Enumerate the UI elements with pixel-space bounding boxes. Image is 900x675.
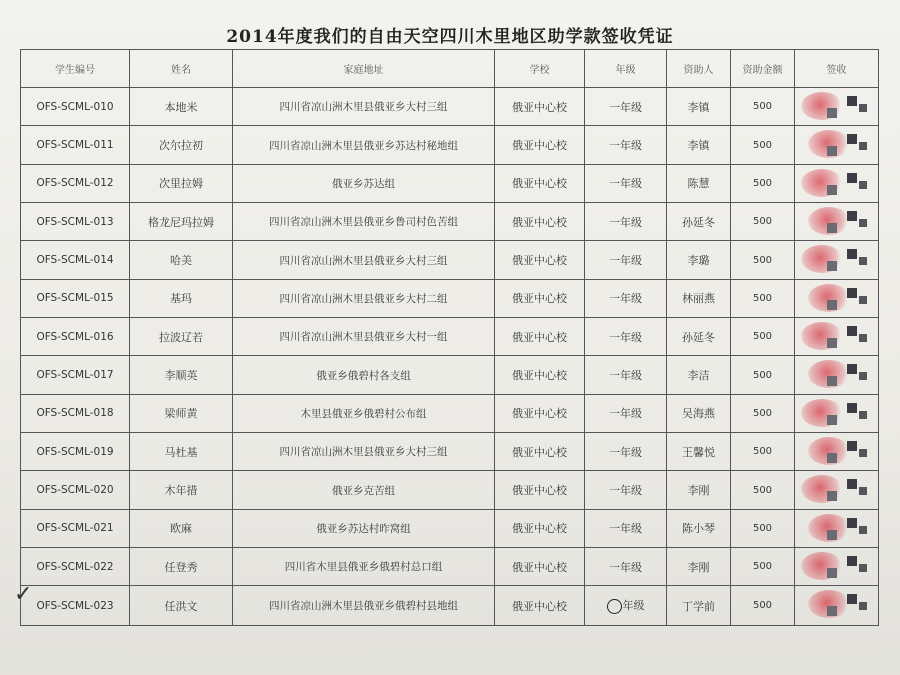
pixelated-redaction	[827, 108, 837, 118]
cell-address: 木里县俄亚乡俄碧村公布组	[233, 394, 495, 432]
pixelated-redaction	[859, 181, 867, 189]
cell-grade: 一年级	[585, 203, 667, 241]
pixelated-redaction	[859, 296, 867, 304]
cell-student-id: OFS-SCML-015	[21, 279, 130, 317]
cell-school: 俄亚中心校	[495, 88, 585, 126]
table-row	[21, 126, 879, 164]
pixelated-redaction	[847, 594, 857, 604]
header-grade: 年级	[585, 50, 667, 88]
pixelated-redaction	[847, 518, 857, 528]
cell-address: 俄亚乡俄碧村各支组	[233, 356, 495, 394]
cell-student-id: OFS-SCML-020	[21, 471, 130, 509]
cell-amount: 500	[731, 241, 795, 279]
pixelated-redaction	[859, 142, 867, 150]
cell-grade: 一年级	[585, 548, 667, 586]
cell-signature	[795, 164, 879, 202]
cell-student-id: OFS-SCML-018	[21, 394, 130, 432]
cell-grade: 一年级	[585, 394, 667, 432]
cell-address: 俄亚乡苏达村昨窝组	[233, 509, 495, 547]
cell-address: 四川省凉山洲木里县俄亚乡大村三组	[233, 88, 495, 126]
cell-grade: 一年级	[585, 318, 667, 356]
cell-grade: 一年级	[585, 164, 667, 202]
cell-student-id: OFS-SCML-014	[21, 241, 130, 279]
table-body	[21, 88, 879, 626]
pixelated-redaction	[847, 173, 857, 183]
cell-grade-text: 年级	[622, 599, 645, 613]
pixelated-redaction	[859, 487, 867, 495]
cell-amount: 500	[731, 279, 795, 317]
pixelated-redaction	[827, 185, 837, 195]
cell-amount: 500	[731, 433, 795, 471]
table-row	[21, 88, 879, 126]
pixelated-redaction	[847, 441, 857, 451]
header-student-id: 学生编号	[21, 50, 130, 88]
cell-name: 梁师黄	[130, 394, 233, 432]
cell-school: 俄亚中心校	[495, 509, 585, 547]
pixelated-redaction	[859, 602, 867, 610]
table-row	[21, 586, 879, 626]
table-header-row	[21, 50, 879, 88]
pixelated-redaction	[859, 219, 867, 227]
pixelated-redaction	[847, 249, 857, 259]
cell-amount: 500	[731, 356, 795, 394]
table-row	[21, 279, 879, 317]
cell-grade: 一年级	[585, 356, 667, 394]
cell-school: 俄亚中心校	[495, 586, 585, 626]
cell-sponsor: 李镇	[667, 88, 731, 126]
cell-grade: 一年级	[585, 241, 667, 279]
cell-student-id: OFS-SCML-010	[21, 88, 130, 126]
cell-signature	[795, 433, 879, 471]
cell-school: 俄亚中心校	[495, 471, 585, 509]
cell-school: 俄亚中心校	[495, 318, 585, 356]
pixelated-redaction	[827, 146, 837, 156]
cell-amount: 500	[731, 318, 795, 356]
cell-amount: 500	[731, 394, 795, 432]
table-row	[21, 471, 879, 509]
pixelated-redaction	[827, 223, 837, 233]
cell-signature	[795, 126, 879, 164]
cell-student-id: OFS-SCML-021	[21, 509, 130, 547]
cell-name: 拉波辽若	[130, 318, 233, 356]
pixelated-redaction	[827, 261, 837, 271]
table-row	[21, 509, 879, 547]
cell-school: 俄亚中心校	[495, 548, 585, 586]
cell-sponsor: 孙延冬	[667, 318, 731, 356]
pixelated-redaction	[827, 491, 837, 501]
handwritten-circle-mark	[607, 599, 622, 614]
cell-name: 李顺英	[130, 356, 233, 394]
cell-amount: 500	[731, 471, 795, 509]
pixelated-redaction	[827, 376, 837, 386]
cell-address: 四川省凉山洲木里县俄亚乡俄碧村县地组	[233, 586, 495, 626]
cell-school: 俄亚中心校	[495, 394, 585, 432]
cell-amount: 500	[731, 509, 795, 547]
cell-grade: 一年级	[585, 126, 667, 164]
cell-signature	[795, 471, 879, 509]
cell-school: 俄亚中心校	[495, 241, 585, 279]
cell-address: 四川省凉山洲木里县俄亚乡苏达村秘地组	[233, 126, 495, 164]
cell-amount: 500	[731, 586, 795, 626]
cell-name: 次里拉姆	[130, 164, 233, 202]
pixelated-redaction	[847, 403, 857, 413]
cell-sponsor: 王馨悦	[667, 433, 731, 471]
cell-sponsor: 陈慧	[667, 164, 731, 202]
table-row	[21, 433, 879, 471]
pixelated-redaction	[827, 606, 837, 616]
cell-student-id: OFS-SCML-011	[21, 126, 130, 164]
table-row	[21, 241, 879, 279]
pixelated-redaction	[827, 568, 837, 578]
header-sponsor: 资助人	[667, 50, 731, 88]
cell-name: 欧麻	[130, 509, 233, 547]
cell-sponsor: 林丽燕	[667, 279, 731, 317]
pixelated-redaction	[859, 564, 867, 572]
pixelated-redaction	[859, 449, 867, 457]
header-name: 姓名	[130, 50, 233, 88]
pixelated-redaction	[847, 134, 857, 144]
cell-student-id: OFS-SCML-019	[21, 433, 130, 471]
table-row	[21, 203, 879, 241]
pixelated-redaction	[827, 338, 837, 348]
pixelated-redaction	[859, 526, 867, 534]
cell-school: 俄亚中心校	[495, 279, 585, 317]
cell-amount: 500	[731, 203, 795, 241]
cell-student-id: OFS-SCML-012	[21, 164, 130, 202]
cell-school: 俄亚中心校	[495, 203, 585, 241]
cell-name: 木年措	[130, 471, 233, 509]
cell-address: 四川省木里县俄亚乡俄碧村总口组	[233, 548, 495, 586]
cell-amount: 500	[731, 88, 795, 126]
pixelated-redaction	[859, 411, 867, 419]
cell-signature	[795, 356, 879, 394]
cell-sponsor: 吴海燕	[667, 394, 731, 432]
cell-signature	[795, 241, 879, 279]
pixelated-redaction	[859, 104, 867, 112]
document-title: 2014年度我们的自由天空四川木里地区助学款签收凭证	[226, 27, 674, 47]
pixelated-redaction	[847, 288, 857, 298]
table-row	[21, 356, 879, 394]
cell-name: 任登秀	[130, 548, 233, 586]
cell-school: 俄亚中心校	[495, 433, 585, 471]
cell-signature	[795, 586, 879, 626]
cell-name: 格龙尼玛拉姆	[130, 203, 233, 241]
cell-sponsor: 李刚	[667, 471, 731, 509]
cell-sponsor: 陈小琴	[667, 509, 731, 547]
pixelated-redaction	[847, 211, 857, 221]
cell-sponsor: 李刚	[667, 548, 731, 586]
cell-grade: 一年级	[585, 471, 667, 509]
cell-signature	[795, 203, 879, 241]
cell-sponsor: 李璐	[667, 241, 731, 279]
cell-name: 基玛	[130, 279, 233, 317]
cell-address: 俄亚乡克苦组	[233, 471, 495, 509]
cell-sponsor: 李洁	[667, 356, 731, 394]
table-row	[21, 548, 879, 586]
pixelated-redaction	[847, 556, 857, 566]
cell-student-id: OFS-SCML-016	[21, 318, 130, 356]
cell-name: 任洪文	[130, 586, 233, 626]
cell-signature	[795, 318, 879, 356]
cell-address: 四川省凉山洲木里县俄亚乡鲁司村色苦组	[233, 203, 495, 241]
cell-address: 俄亚乡苏达组	[233, 164, 495, 202]
pixelated-redaction	[827, 415, 837, 425]
cell-name: 哈美	[130, 241, 233, 279]
cell-school: 俄亚中心校	[495, 356, 585, 394]
pixelated-redaction	[847, 364, 857, 374]
cell-amount: 500	[731, 126, 795, 164]
cell-student-id: OFS-SCML-022	[21, 548, 130, 586]
pixelated-redaction	[859, 257, 867, 265]
header-amount: 资助金额	[731, 50, 795, 88]
header-school: 学校	[495, 50, 585, 88]
cell-sponsor: 李镇	[667, 126, 731, 164]
cell-signature	[795, 509, 879, 547]
check-mark: ✓	[14, 582, 33, 607]
cell-student-id: OFS-SCML-017	[21, 356, 130, 394]
cell-amount: 500	[731, 164, 795, 202]
cell-student-id: OFS-SCML-013	[21, 203, 130, 241]
table-row	[21, 318, 879, 356]
header-address: 家庭地址	[233, 50, 495, 88]
pixelated-redaction	[847, 326, 857, 336]
cell-grade: 一年级	[585, 88, 667, 126]
cell-signature	[795, 548, 879, 586]
pixelated-redaction	[827, 300, 837, 310]
table-row	[21, 394, 879, 432]
cell-address: 四川省凉山洲木里县俄亚乡大村三组	[233, 241, 495, 279]
table-row	[21, 164, 879, 202]
cell-address: 四川省凉山洲木里县俄亚乡大村三组	[233, 433, 495, 471]
cell-grade: 一年级	[585, 509, 667, 547]
cell-name: 马杜基	[130, 433, 233, 471]
pixelated-redaction	[859, 372, 867, 380]
cell-address: 四川省凉山洲木里县俄亚乡大村一组	[233, 318, 495, 356]
pixelated-redaction	[847, 96, 857, 106]
cell-address: 四川省凉山洲木里县俄亚乡大村二组	[233, 279, 495, 317]
cell-signature	[795, 394, 879, 432]
cell-signature	[795, 88, 879, 126]
cell-school: 俄亚中心校	[495, 126, 585, 164]
cell-signature	[795, 279, 879, 317]
cell-name: 本地米	[130, 88, 233, 126]
cell-student-id: OFS-SCML-023	[21, 586, 130, 626]
cell-grade	[585, 586, 667, 626]
cell-sponsor: 孙延冬	[667, 203, 731, 241]
cell-sponsor: 丁学前	[667, 586, 731, 626]
receipt-table	[20, 49, 879, 626]
pixelated-redaction	[827, 453, 837, 463]
header-signature: 签收	[795, 50, 879, 88]
cell-grade: 一年级	[585, 433, 667, 471]
cell-amount: 500	[731, 548, 795, 586]
cell-name: 次尔拉初	[130, 126, 233, 164]
pixelated-redaction	[847, 479, 857, 489]
pixelated-redaction	[859, 334, 867, 342]
pixelated-redaction	[827, 530, 837, 540]
cell-school: 俄亚中心校	[495, 164, 585, 202]
cell-grade: 一年级	[585, 279, 667, 317]
